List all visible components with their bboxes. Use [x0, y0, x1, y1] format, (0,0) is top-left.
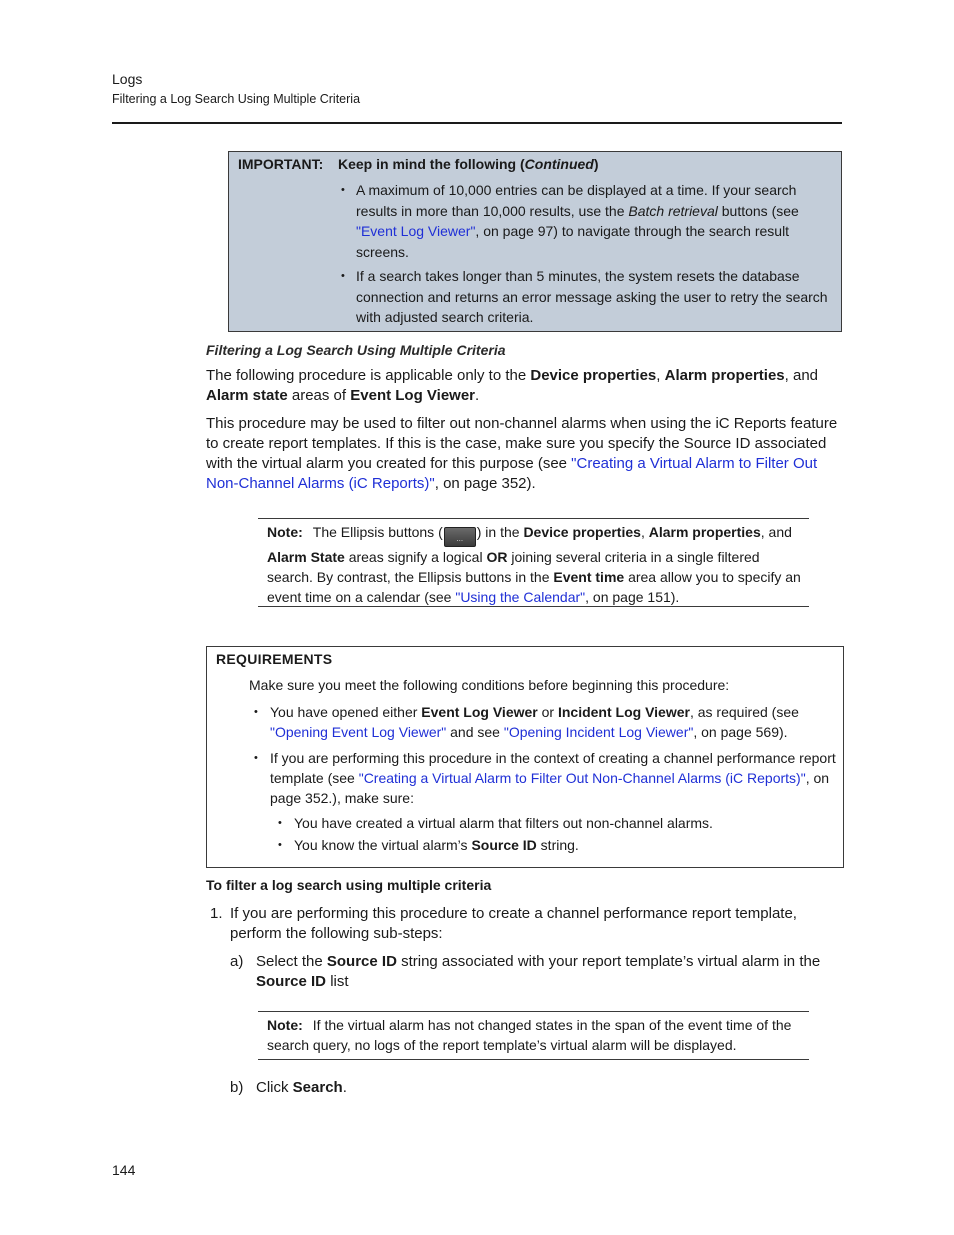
requirements-intro: Make sure you meet the following conditions before beginning this procedure: — [249, 677, 730, 693]
list-item: • A maximum of 10,000 entries can be displayed at a time. If your search results in more than 10,000 results, use the Batch retrieval buttons (see "Event Log Viewer", on page 97) to navigate through the search result screens. — [339, 180, 833, 262]
opening-incident-log-viewer-link[interactable]: "Opening Incident Log Viewer" — [503, 724, 694, 740]
header-divider — [112, 122, 842, 124]
list-item: • You have created a virtual alarm that filters out non-channel alarms. — [270, 813, 839, 833]
requirements-sublist — [270, 813, 839, 855]
note-text: Note: If the virtual alarm has not changed states in the span of the event time of the search query, no logs of the report template’s virtual alarm will be displayed. — [267, 1017, 792, 1053]
usage-paragraph: This procedure may be used to filter out non-channel alarms when using the iC Reports feature to create report templates. If this is the case, make sure you specify the Source ID associated with the virtual alarm you created for this purpose (see "Creating a Virtual Alarm to Filter Out Non-Channel Alarms (iC Reports)", on page 352). — [206, 415, 838, 492]
important-title: Keep in mind the following (Continued) — [338, 156, 599, 172]
event-log-viewer-link[interactable]: "Event Log Viewer" — [356, 223, 476, 239]
important-callout — [228, 151, 842, 332]
step-text: If you are performing this procedure to create a channel performance report template, perform the following sub-steps: — [230, 905, 797, 942]
ellipsis-note — [258, 518, 809, 607]
note-text: Note: The Ellipsis buttons ( ... ) in the Device properties, Alarm properties, and Alarm State areas signify a logical OR joining several criteria in a single filtered search. By contrast, the Ellipsis buttons in the Event time area allow you to specify an event time on a calendar (see "Using the Calendar", on page 151). — [267, 524, 801, 605]
step-number: 1. — [210, 905, 223, 922]
note-label: Note: — [267, 524, 303, 540]
using-calendar-link[interactable]: "Using the Calendar" — [455, 589, 586, 605]
requirements-box — [206, 646, 844, 868]
requirements-list — [254, 702, 839, 861]
page-number: 144 — [112, 1162, 136, 1178]
procedure-heading: To filter a log search using multiple criteria — [206, 877, 492, 893]
substep-label: b) — [230, 1079, 244, 1096]
important-list — [339, 180, 833, 332]
ellipsis-button-icon: ... — [444, 527, 476, 547]
virtual-alarm-note — [258, 1011, 809, 1060]
creating-virtual-alarm-link[interactable]: "Creating a Virtual Alarm to Filter Out Non-Channel Alarms (iC Reports)" — [206, 455, 818, 492]
opening-event-log-viewer-link[interactable]: "Opening Event Log Viewer" — [270, 724, 447, 740]
requirements-title: REQUIREMENTS — [216, 651, 333, 667]
list-item: • You have opened either Event Log Viewer or Incident Log Viewer, as required (see "Opening Event Log Viewer" and see "Opening Incident Log Viewer", on page 569). — [254, 702, 839, 742]
intro-paragraph: The following procedure is applicable only to the Device properties, Alarm properties, and Alarm state areas of Event Log Viewer. — [206, 367, 819, 404]
list-item: • If a search takes longer than 5 minutes, the system resets the database connection and returns an error message asking the user to retry the search with adjusted search criteria. — [339, 266, 833, 328]
chapter-title: Logs — [112, 71, 143, 87]
substep-label: a) — [230, 953, 244, 970]
substep-text: Click Search. — [256, 1079, 347, 1096]
important-label: IMPORTANT: — [238, 156, 324, 172]
note-label: Note: — [267, 1017, 303, 1033]
section-title: Filtering a Log Search Using Multiple Criteria — [112, 92, 361, 106]
substep-text: Select the Source ID string associated with your report template’s virtual alarm in the Source ID list — [256, 953, 821, 990]
list-item: • You know the virtual alarm’s Source ID string. — [270, 835, 839, 855]
subsection-heading: Filtering a Log Search Using Multiple Criteria — [206, 342, 506, 358]
list-item: • If you are performing this procedure in the context of creating a channel performance report template (see "Creating a Virtual Alarm to Filter Out Non-Channel Alarms (iC Reports)", on page 352.), make sure: • You have created a virtual alarm that filters out non-channel alarms. • You know the virtual alarm’s Source ID string. — [254, 748, 839, 855]
creating-virtual-alarm-link[interactable]: "Creating a Virtual Alarm to Filter Out Non-Channel Alarms (iC Reports)" — [358, 770, 806, 786]
